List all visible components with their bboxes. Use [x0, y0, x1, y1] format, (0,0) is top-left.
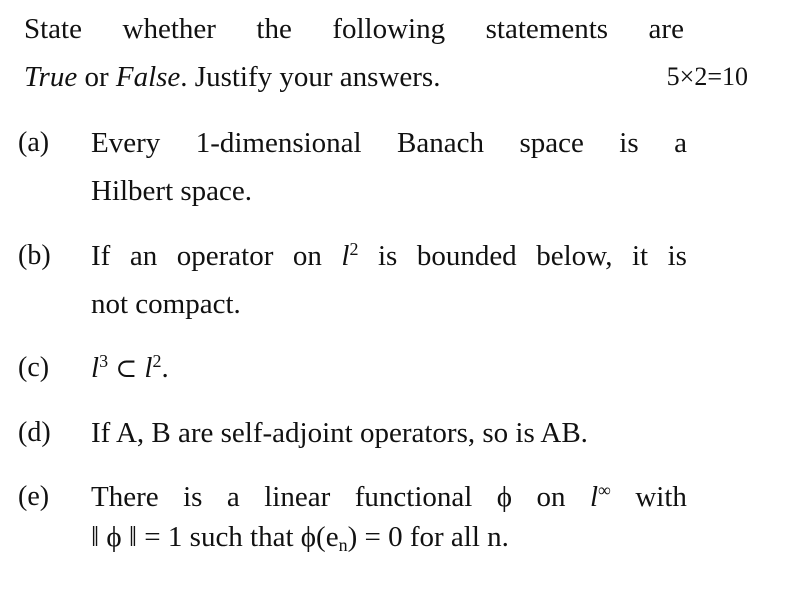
word: it	[631, 240, 649, 272]
word: on	[292, 240, 322, 272]
question-label-c: (c)	[18, 352, 50, 383]
word: below,	[536, 240, 613, 272]
word: functional	[354, 481, 473, 513]
question-b-line-2: not compact.	[91, 288, 241, 320]
ell-symbol: l	[589, 481, 599, 513]
question-label-b: (b)	[18, 240, 51, 271]
word: linear	[264, 481, 331, 513]
ell-symbol: l	[144, 352, 153, 384]
question-label-d: (d)	[18, 417, 51, 448]
superscript: ∞	[598, 480, 611, 501]
question-a-line-2: Hilbert space.	[91, 175, 253, 207]
ell-symbol: l	[91, 352, 100, 384]
instruction-line-2	[24, 60, 748, 94]
subset-symbol: ⊂	[115, 354, 138, 384]
question-label-e: (e)	[18, 481, 50, 512]
word: with	[635, 481, 687, 513]
word: statements	[485, 13, 609, 45]
word: is	[377, 240, 398, 272]
word: operator	[176, 240, 274, 272]
word: Every	[91, 127, 161, 159]
instruction-text	[24, 60, 440, 94]
word: Banach	[397, 127, 485, 159]
question-label-a: (a)	[18, 127, 50, 158]
instruction-line-1	[24, 12, 684, 46]
word: State	[24, 13, 82, 45]
l-infinity-symbol	[590, 480, 611, 517]
instruction-rest: . Justify your answers.	[180, 61, 441, 93]
false-word: False	[115, 61, 181, 93]
word: is	[619, 127, 639, 159]
superscript: 3	[99, 351, 109, 372]
period: .	[161, 352, 169, 384]
word: following	[332, 13, 446, 45]
ell-symbol: l	[341, 240, 350, 272]
word: a	[226, 481, 240, 513]
word: an	[129, 240, 158, 272]
word: space	[519, 127, 584, 159]
question-e-line-2	[91, 520, 509, 557]
word: are	[648, 13, 684, 45]
word: bounded	[416, 240, 517, 272]
word: whether	[122, 13, 216, 45]
question-c-line	[91, 351, 169, 388]
true-word: True	[24, 61, 78, 93]
word: 1-dimensional	[195, 127, 362, 159]
word: If	[91, 240, 111, 272]
word: a	[674, 127, 687, 159]
question-b-line-1	[91, 239, 687, 276]
subscript: n	[338, 535, 348, 556]
word: on	[536, 481, 566, 513]
or-word: or	[84, 61, 109, 93]
word: the	[256, 13, 292, 45]
word: is	[183, 481, 203, 513]
superscript: 2	[152, 351, 162, 372]
word: There	[91, 481, 159, 513]
marks: 5×2=10	[666, 62, 748, 91]
l2-symbol	[341, 239, 358, 276]
superscript: 2	[349, 239, 359, 260]
question-a-line-1	[91, 126, 687, 160]
question-e-line-1	[91, 480, 687, 517]
word: is	[667, 240, 687, 272]
norm-text: ‖ ϕ ‖ = 1 such that ϕ(e	[91, 521, 339, 553]
norm-text-end: ) = 0 for all n.	[347, 521, 509, 553]
phi-symbol: ϕ	[496, 481, 513, 513]
question-d-line: If A, B are self-adjoint operators, so is AB.	[91, 417, 588, 449]
